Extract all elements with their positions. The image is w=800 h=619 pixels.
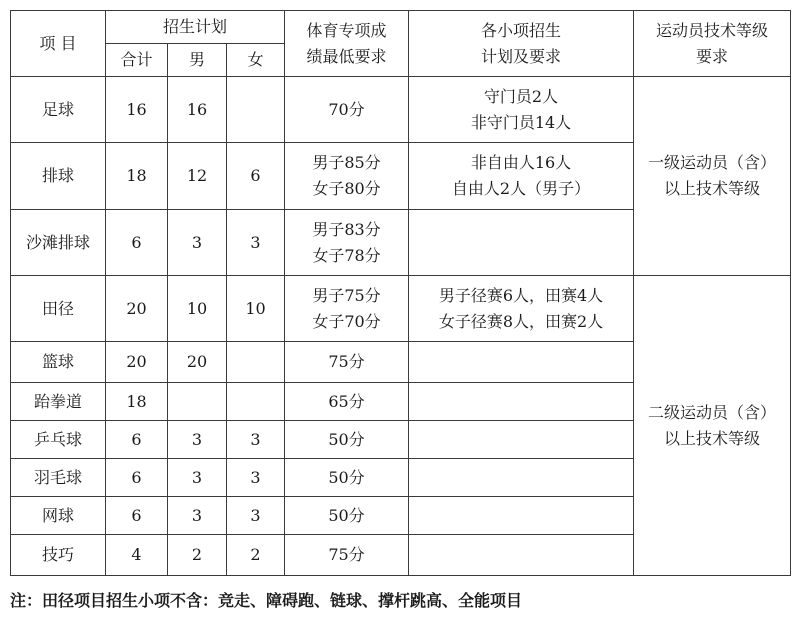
female-cell: 3 — [227, 497, 285, 535]
header-project: 项 目 — [11, 11, 106, 77]
sub-plan-line: 自由人2人（男子） — [451, 179, 591, 198]
score-cell — [285, 421, 409, 459]
table-row — [11, 276, 791, 342]
sport-cell: 技巧 — [11, 535, 106, 576]
score-line: 75分 — [328, 352, 365, 371]
header-athlete-level — [634, 11, 791, 77]
male-cell: 20 — [168, 342, 227, 383]
header-total: 合计 — [106, 44, 168, 77]
score-line: 65分 — [328, 391, 365, 411]
sport-cell: 网球 — [11, 497, 106, 535]
total-cell: 4 — [106, 535, 168, 576]
sport-cell: 羽毛球 — [11, 459, 106, 497]
female-cell: 10 — [227, 276, 285, 342]
header-male: 男 — [168, 44, 227, 77]
header-sub-plan-line-2: 计划及要求 — [480, 46, 561, 66]
sub-plan-cell — [409, 459, 634, 497]
table-row — [11, 77, 791, 143]
header-min-score-line-2: 绩最低要求 — [306, 46, 387, 66]
sub-plan-cell — [409, 535, 634, 576]
sport-cell: 足球 — [11, 77, 106, 143]
total-cell: 18 — [106, 383, 168, 421]
sport-cell: 跆拳道 — [11, 383, 106, 421]
score-cell — [285, 342, 409, 383]
sub-plan-line: 非自由人16人 — [470, 153, 572, 172]
header-plan-group: 招生计划 — [106, 11, 285, 44]
header-athlete-level-line-2: 要求 — [695, 46, 728, 66]
header-min-score — [285, 11, 409, 77]
sub-plan-cell — [409, 210, 634, 276]
female-cell: 2 — [227, 535, 285, 576]
level-first-line-1: 一级运动员（含） — [647, 153, 776, 172]
score-line: 男子85分 — [312, 153, 381, 172]
total-cell: 6 — [106, 459, 168, 497]
total-cell: 6 — [106, 210, 168, 276]
score-line: 75分 — [328, 545, 365, 564]
level-second-line-1: 二级运动员（含） — [647, 402, 776, 422]
score-line: 70分 — [328, 99, 365, 119]
male-cell: 16 — [168, 77, 227, 143]
admission-plan-table — [10, 10, 791, 576]
female-cell — [227, 383, 285, 421]
sub-plan-line: 非守门员14人 — [470, 112, 572, 132]
header-sub-plan — [409, 11, 634, 77]
male-cell — [168, 383, 227, 421]
score-cell — [285, 535, 409, 576]
score-cell — [285, 459, 409, 497]
score-line: 50分 — [328, 505, 365, 525]
score-cell — [285, 143, 409, 210]
level-first-line-2: 以上技术等级 — [663, 179, 760, 198]
total-cell: 20 — [106, 342, 168, 383]
female-cell — [227, 77, 285, 143]
level-second-line-2: 以上技术等级 — [663, 428, 760, 448]
total-cell: 6 — [106, 421, 168, 459]
score-line: 男子75分 — [312, 285, 381, 305]
sport-cell: 篮球 — [11, 342, 106, 383]
sport-cell: 田径 — [11, 276, 106, 342]
sub-plan-line: 守门员2人 — [483, 86, 559, 106]
score-line: 女子78分 — [312, 245, 381, 265]
header-row-1 — [11, 11, 791, 44]
sub-plan-cell — [409, 77, 634, 143]
sub-plan-cell — [409, 421, 634, 459]
sport-cell: 排球 — [11, 143, 106, 210]
male-cell: 3 — [168, 210, 227, 276]
sub-plan-cell — [409, 276, 634, 342]
male-cell: 10 — [168, 276, 227, 342]
male-cell: 12 — [168, 143, 227, 210]
score-line: 50分 — [328, 467, 365, 487]
male-cell: 2 — [168, 535, 227, 576]
sub-plan-cell — [409, 143, 634, 210]
score-line: 女子80分 — [312, 179, 381, 198]
female-cell: 3 — [227, 210, 285, 276]
score-cell — [285, 210, 409, 276]
sub-plan-line: 女子径赛8人，田赛2人 — [438, 311, 604, 331]
header-min-score-line-1: 体育专项成 — [306, 20, 387, 40]
total-cell: 20 — [106, 276, 168, 342]
female-cell — [227, 342, 285, 383]
score-line: 男子83分 — [312, 219, 381, 239]
header-athlete-level-line-1: 运动员技术等级 — [655, 20, 768, 40]
score-line: 50分 — [328, 429, 365, 449]
total-cell: 16 — [106, 77, 168, 143]
level-cell-first — [634, 77, 791, 276]
score-line: 女子70分 — [312, 311, 381, 331]
header-female: 女 — [227, 44, 285, 77]
sub-plan-cell — [409, 342, 634, 383]
total-cell: 18 — [106, 143, 168, 210]
female-cell: 3 — [227, 459, 285, 497]
total-cell: 6 — [106, 497, 168, 535]
female-cell: 3 — [227, 421, 285, 459]
header-sub-plan-line-1: 各小项招生 — [480, 20, 561, 40]
score-cell — [285, 77, 409, 143]
score-cell — [285, 497, 409, 535]
sub-plan-line: 男子径赛6人，田赛4人 — [438, 285, 604, 305]
male-cell: 3 — [168, 421, 227, 459]
female-cell: 6 — [227, 143, 285, 210]
score-cell — [285, 276, 409, 342]
footnote: 注：田径项目招生小项不含：竞走、障碍跑、链球、撑杆跳高、全能项目 — [10, 591, 523, 610]
score-cell — [285, 383, 409, 421]
sub-plan-cell — [409, 383, 634, 421]
male-cell: 3 — [168, 497, 227, 535]
sport-cell: 乒乓球 — [11, 421, 106, 459]
sub-plan-cell — [409, 497, 634, 535]
level-cell-second — [634, 276, 791, 576]
male-cell: 3 — [168, 459, 227, 497]
sport-cell: 沙滩排球 — [11, 210, 106, 276]
